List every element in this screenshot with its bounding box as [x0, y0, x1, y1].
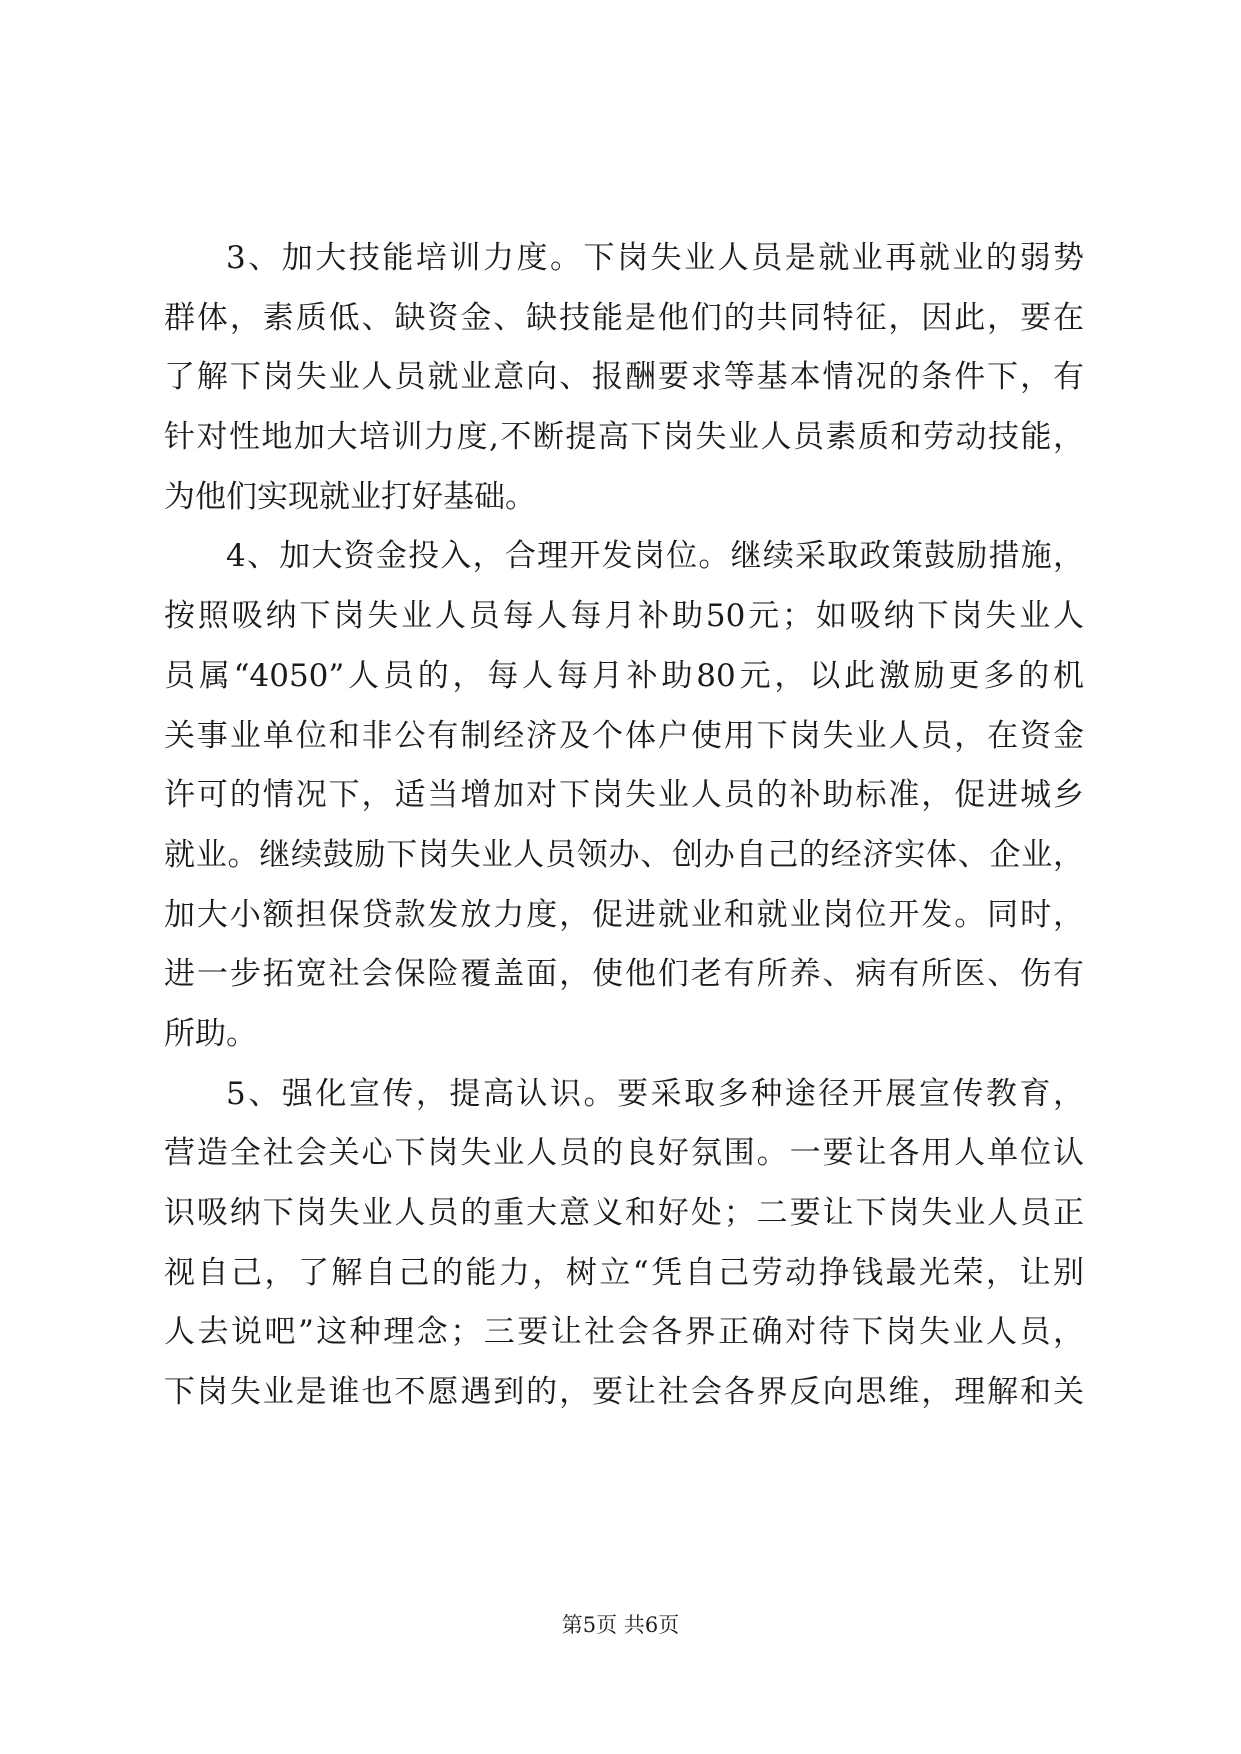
- text-line: 员属“4050”人员的，每人每月补助80元，以此激励更多的机: [164, 657, 1084, 694]
- text-line: 3、加大技能培训力度。下岗失业人员是就业再就业的弱势: [226, 240, 1084, 276]
- text-line: 人去说吧”这种理念；三要让社会各界正确对待下岗失业人员，: [164, 1314, 1084, 1351]
- text-line: 了解下岗失业人员就业意向、报酬要求等基本情况的条件下，有: [164, 359, 1084, 396]
- page-number-label: 第5页 共6页: [561, 1613, 680, 1637]
- page-footer: [0, 1610, 1241, 1640]
- text-line: 为他们实现就业打好基础。: [164, 478, 536, 515]
- text-line: 许可的情况下，适当增加对下岗失业人员的补助标准，促进城乡: [164, 777, 1084, 814]
- text-line: 下岗失业是谁也不愿遇到的，要让社会各界反向思维，理解和关: [164, 1374, 1084, 1411]
- text-line: 所助。: [164, 1015, 257, 1052]
- body-text: [164, 229, 1084, 1423]
- paragraph-funding-investment: [164, 527, 1084, 1064]
- paragraph-publicity-awareness: [164, 1065, 1084, 1423]
- text-line: 群体，素质低、缺资金、缺技能是他们的共同特征，因此，要在: [164, 299, 1084, 336]
- text-line: 关事业单位和非公有制经济及个体户使用下岗失业人员，在资金: [164, 717, 1084, 754]
- text-line: 5、强化宣传，提高认识。要采取多种途径开展宣传教育，: [226, 1075, 1084, 1112]
- text-line: 按照吸纳下岗失业人员每人每月补助50元；如吸纳下岗失业人: [164, 598, 1084, 635]
- text-line: 进一步拓宽社会保险覆盖面，使他们老有所养、病有所医、伤有: [164, 956, 1084, 993]
- paragraph-skills-training: [164, 229, 1084, 527]
- text-line: 识吸纳下岗失业人员的重大意义和好处；二要让下岗失业人员正: [164, 1195, 1084, 1231]
- text-line: 视自己，了解自己的能力，树立“凭自己劳动挣钱最光荣，让别: [164, 1254, 1084, 1291]
- text-line: 就业。继续鼓励下岗失业人员领办、创办自己的经济实体、企业，: [164, 836, 1084, 873]
- text-line: 加大小额担保贷款发放力度，促进就业和就业岗位开发。同时，: [164, 896, 1084, 933]
- text-line: 针对性地加大培训力度,不断提高下岗失业人员素质和劳动技能，: [164, 419, 1084, 456]
- text-line: 营造全社会关心下岗失业人员的良好氛围。一要让各用人单位认: [164, 1135, 1084, 1172]
- text-line: 4、加大资金投入，合理开发岗位。继续采取政策鼓励措施，: [226, 538, 1084, 575]
